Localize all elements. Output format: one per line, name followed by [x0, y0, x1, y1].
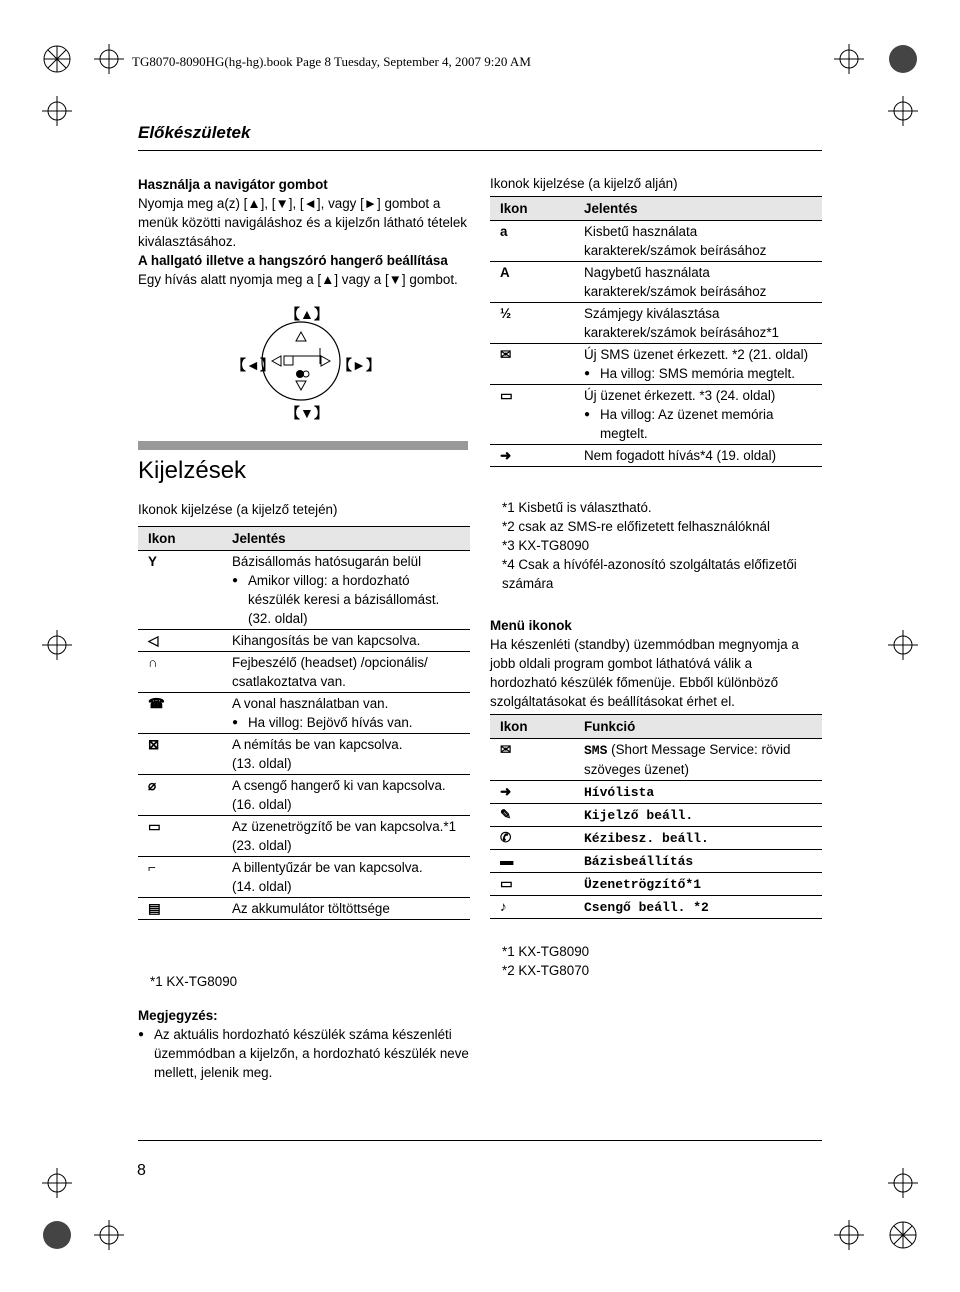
registration-mark-bottom-right — [834, 1220, 864, 1250]
display-settings-icon: ✎ — [500, 807, 512, 822]
bottom-col-icon: Ikon — [490, 197, 578, 221]
top-col-meaning: Jelentés — [226, 527, 470, 551]
menu-function-name: Bázisbeállítás — [584, 854, 694, 869]
meaning-line: A csengő hangerő ki van kapcsolva. — [232, 778, 446, 793]
top-col-icon: Ikon — [138, 527, 226, 551]
table-row — [490, 781, 822, 804]
navigator-heading: Használja a navigátor gombot — [138, 177, 328, 192]
top-icons-heading: Ikonok kijelzése (a kijelző tetején) — [138, 502, 338, 517]
handset-settings-icon: ✆ — [500, 830, 512, 845]
menu-function-name: Csengő beáll. *2 — [584, 900, 709, 915]
meaning-line: Az akkumulátor töltöttsége — [232, 901, 390, 916]
menu-col-icon: Ikon — [490, 715, 578, 739]
bottom-footnotes — [502, 498, 822, 593]
meaning-line: (23. oldal) — [232, 838, 292, 853]
meaning-bullet: ● Ha villog: SMS memória megtelt. — [584, 364, 816, 383]
kijelzesek-bar — [138, 441, 468, 450]
footnote: *4 Csak a hívófél-azonosító szolgáltatás előfizetői számára — [502, 557, 797, 591]
volume-text: Egy hívás alatt nyomja meg a [▲] vagy a [▼] gombot. — [138, 272, 458, 287]
menu-function-name: SMS — [584, 743, 608, 758]
speaker-icon: ◁ — [148, 633, 159, 648]
registration-mark-top-left — [42, 44, 72, 74]
table-row — [138, 734, 470, 775]
meaning-line: A vonal használatban van. — [232, 696, 389, 711]
table-row — [138, 693, 470, 734]
registration-mark-top-right-2 — [888, 44, 918, 74]
sms-icon: ✉ — [500, 347, 512, 362]
table-row — [138, 775, 470, 816]
table-row — [490, 344, 822, 385]
meaning-line: Az üzenetrögzítő be van kapcsolva.*1 — [232, 819, 457, 834]
page-number: 8 — [137, 1162, 146, 1179]
registration-mark-left-middle — [42, 630, 72, 660]
table-row — [490, 850, 822, 873]
antenna-icon: Y — [148, 554, 157, 569]
registration-mark-bottom-left-2 — [94, 1220, 124, 1250]
menu-heading: Menü ikonok — [490, 618, 572, 633]
menu-function-name: Üzenetrögzítő*1 — [584, 877, 702, 892]
meaning-line: Számjegy kiválasztása — [584, 306, 720, 321]
note-text: ● Az aktuális hordozható készülék száma készenléti üzemmódban a kijelzőn, a hordozható készülék neve mellett, jelenik meg. — [138, 1025, 473, 1082]
registration-mark-left-upper — [42, 96, 72, 126]
top-icons-table — [138, 526, 470, 920]
registration-mark-top-left-2 — [94, 44, 124, 74]
mute-icon: ⊠ — [148, 737, 160, 752]
call-log-icon: ➜ — [500, 784, 512, 799]
meaning-line: (13. oldal) — [232, 756, 292, 771]
table-row — [490, 385, 822, 445]
table-row — [138, 816, 470, 857]
answering-machine-icon: ▭ — [148, 819, 161, 834]
menu-function-desc: (Short Message Service: rövid szöveges üzenet) — [584, 742, 791, 777]
battery-icon: ▤ — [148, 901, 161, 916]
menu-function-name: Kézibesz. beáll. — [584, 831, 709, 846]
meaning-line: Kihangosítás be van kapcsolva. — [232, 633, 421, 648]
meaning-line: A némítás be van kapcsolva. — [232, 737, 403, 752]
registration-mark-right-middle — [888, 630, 918, 660]
meaning-line: Fejbeszélő (headset) /opcionális/ csatlakoztatva van. — [232, 655, 428, 689]
key-up-label: 【▲】 — [286, 306, 328, 322]
section-title: Előkészületek — [138, 123, 251, 142]
note-heading: Megjegyzés: — [138, 1008, 218, 1023]
registration-mark-top-right — [834, 44, 864, 74]
meaning-bullet: ● Ha villog: Bejövő hívás van. — [232, 713, 464, 732]
bottom-icons-heading: Ikonok kijelzése (a kijelző alján) — [490, 176, 678, 191]
answering-machine-icon: ▭ — [500, 876, 513, 891]
bottom-icons-table — [490, 196, 822, 467]
table-row — [490, 873, 822, 896]
table-row — [490, 896, 822, 919]
table-row — [138, 652, 470, 693]
key-right-label: 【►】 — [338, 357, 380, 373]
navigator-key-icon — [260, 320, 342, 402]
meaning-line: (14. oldal) — [232, 879, 292, 894]
menu-function-name: Kijelző beáll. — [584, 808, 694, 823]
table-row — [490, 739, 822, 781]
meaning-bullet: ● Ha villog: Az üzenet memória megtelt. — [584, 405, 816, 443]
volume-heading: A hallgató illetve a hangszóró hangerő beállítása — [138, 253, 448, 268]
table-row — [138, 630, 470, 652]
bottom-col-meaning: Jelentés — [578, 197, 822, 221]
menu-paragraph: Ha készenléti (standby) üzemmódban megnyomja a jobb oldali program gombot láthatóvá válik a hordozható készülék főmenüje. Ebből különböző szolgáltatásokat és beállításokat érhet el. — [490, 637, 799, 709]
footnote: *3 KX-TG8090 — [502, 538, 590, 553]
kijelzesek-title: Kijelzések — [138, 457, 247, 484]
meaning-line: karakterek/számok beírásához — [584, 243, 767, 258]
uppercase-icon: A — [500, 265, 510, 280]
message-icon: ▭ — [500, 388, 513, 403]
registration-mark-bottom-left — [42, 1220, 72, 1250]
navigator-section — [138, 175, 473, 289]
section-rule — [138, 150, 822, 151]
meaning-line: Bázisállomás hatósugarán belül — [232, 554, 422, 569]
menu-section — [490, 616, 822, 711]
meaning-line: Nem fogadott hívás*4 (19. oldal) — [584, 448, 777, 463]
footnote: *1 Kisbetű is választható. — [502, 500, 652, 515]
headset-icon: ∩ — [148, 655, 158, 670]
navigator-paragraph: Nyomja meg a(z) [▲], [▼], [◄], vagy [►] gombot a menük közötti navigáláshoz és a kijelzőn látható tételek kiválasztásához. — [138, 196, 468, 249]
footnote: *1 KX-TG8090 — [502, 944, 590, 959]
registration-mark-bottom-right-2 — [888, 1220, 918, 1250]
base-settings-icon: ▬ — [500, 853, 514, 868]
table-row — [138, 898, 470, 920]
ringer-off-icon: ⌀ — [148, 778, 157, 793]
menu-function-name: Hívólista — [584, 785, 655, 800]
keylock-icon: ⌐ — [148, 860, 156, 875]
numeric-icon: ½ — [500, 306, 512, 321]
menu-icons-table — [490, 714, 822, 919]
meaning-line: Új SMS üzenet érkezett. *2 (21. oldal) — [584, 347, 809, 362]
registration-mark-right-lower — [888, 1168, 918, 1198]
meaning-line: Kisbetű használata — [584, 224, 698, 239]
phone-icon: ☎ — [148, 696, 165, 711]
missed-call-icon: ➜ — [500, 448, 512, 463]
meaning-line: A billentyűzár be van kapcsolva. — [232, 860, 423, 875]
table-row — [490, 303, 822, 344]
meaning-line: Új üzenet érkezett. *3 (24. oldal) — [584, 388, 776, 403]
book-header-line: TG8070-8090HG(hg-hg).book Page 8 Tuesday, September 4, 2007 9:20 AM — [132, 54, 531, 69]
sms-icon: ✉ — [500, 742, 512, 757]
meaning-line: Nagybetű használata — [584, 265, 710, 280]
top-footnote: *1 KX-TG8090 — [150, 974, 238, 989]
meaning-line: (16. oldal) — [232, 797, 292, 812]
table-row — [490, 445, 822, 467]
lowercase-icon: a — [500, 224, 508, 239]
bottom-rule — [138, 1140, 822, 1141]
table-row — [490, 804, 822, 827]
menu-footnotes — [502, 942, 822, 980]
note-section — [138, 1006, 473, 1082]
footnote: *2 csak az SMS-re előfizetett felhasználóknál — [502, 519, 770, 534]
key-down-label: 【▼】 — [286, 405, 328, 421]
meaning-line: karakterek/számok beírásához*1 — [584, 325, 780, 340]
table-row — [138, 857, 470, 898]
table-row — [490, 221, 822, 262]
menu-col-function: Funkció — [578, 715, 822, 739]
registration-mark-right-upper — [888, 96, 918, 126]
registration-mark-left-lower — [42, 1168, 72, 1198]
table-row — [490, 262, 822, 303]
table-row — [138, 551, 470, 630]
meaning-bullet: ● Amikor villog: a hordozható készülék keresi a bázisállomást. (32. oldal) — [232, 571, 464, 628]
key-left-label: 【◄】 — [232, 357, 274, 373]
ringer-settings-icon: ♪ — [500, 899, 507, 914]
footnote: *2 KX-TG8070 — [502, 963, 590, 978]
table-row — [490, 827, 822, 850]
meaning-line: karakterek/számok beírásához — [584, 284, 767, 299]
